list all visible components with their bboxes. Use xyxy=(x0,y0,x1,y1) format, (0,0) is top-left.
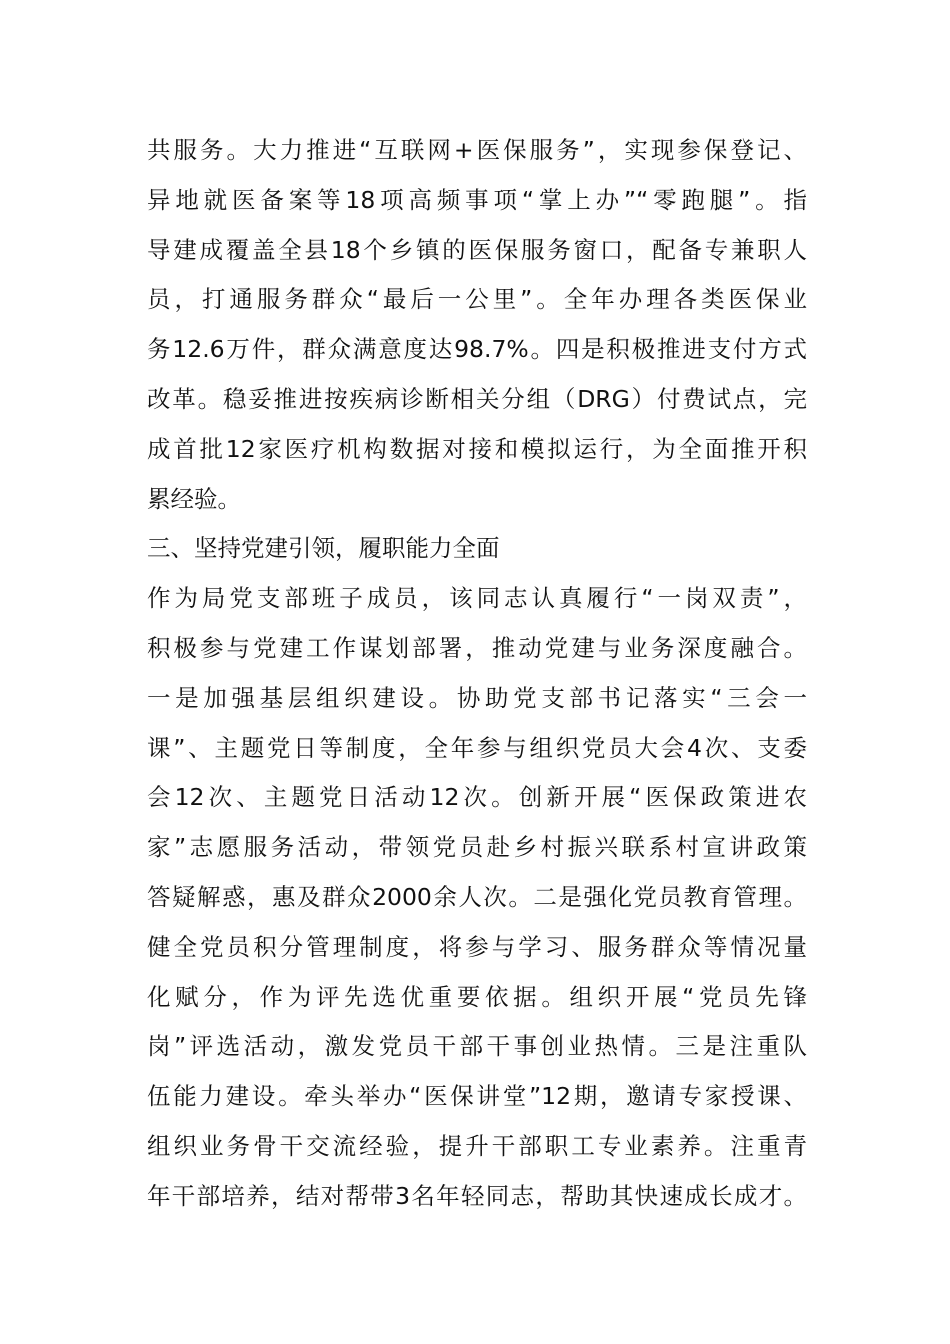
text-line: 成首批12家医疗机构数据对接和模拟运行，为全面推开积 xyxy=(147,434,807,463)
text-line: 一是加强基层组织建设。协助党支部书记落实“三会一 xyxy=(147,683,807,712)
text-line: 课”、主题党日等制度，全年参与组织党员大会4次、支委 xyxy=(147,733,807,762)
text-line: 家”志愿服务活动，带领党员赴乡村振兴联系村宣讲政策 xyxy=(147,833,807,862)
text-line: 健全党员积分管理制度，将参与学习、服务群众等情况量 xyxy=(147,932,807,961)
text-line: 员，打通服务群众“最后一公里”。全年办理各类医保业 xyxy=(147,285,807,314)
text-line: 作为局党支部班子成员，该同志认真履行“一岗双责”， xyxy=(147,584,807,613)
text-line: 答疑解惑，惠及群众2000余人次。二是强化党员教育管理。 xyxy=(147,882,807,911)
text-line: 伍能力建设。牵头举办“医保讲堂”12期，邀请专家授课、 xyxy=(147,1082,807,1111)
text-line: 共服务。大力推进“互联网+医保服务”，实现参保登记、 xyxy=(147,136,807,164)
text-line: 积极参与党建工作谋划部署，推动党建与业务深度融合。 xyxy=(147,633,807,662)
text-line: 年干部培养，结对帮带3名年轻同志，帮助其快速成长成才。 xyxy=(147,1181,807,1210)
text-line: 异地就医备案等18项高频事项“掌上办”“零跑腿”。指 xyxy=(147,185,807,214)
text-line: 组织业务骨干交流经验，提升干部职工专业素养。注重青 xyxy=(147,1131,807,1160)
text-line: 累经验。 xyxy=(147,484,241,513)
document-body xyxy=(147,132,807,1228)
text-line: 导建成覆盖全县18个乡镇的医保服务窗口，配备专兼职人 xyxy=(147,235,807,264)
text-line: 务12.6万件，群众满意度达98.7%。四是积极推进支付方式 xyxy=(147,335,807,364)
text-line: 化赋分，作为评先选优重要依据。组织开展“党员先锋 xyxy=(147,982,807,1011)
text-line: 岗”评选活动，激发党员干部干事创业热情。三是注重队 xyxy=(147,1032,807,1061)
text-line: 会12次、主题党日活动12次。创新开展“医保政策进农 xyxy=(147,783,807,812)
text-line: 改革。稳妥推进按疾病诊断相关分组（DRG）付费试点，完 xyxy=(147,384,807,413)
section-heading: 三、坚持党建引领，履职能力全面 xyxy=(147,534,500,563)
